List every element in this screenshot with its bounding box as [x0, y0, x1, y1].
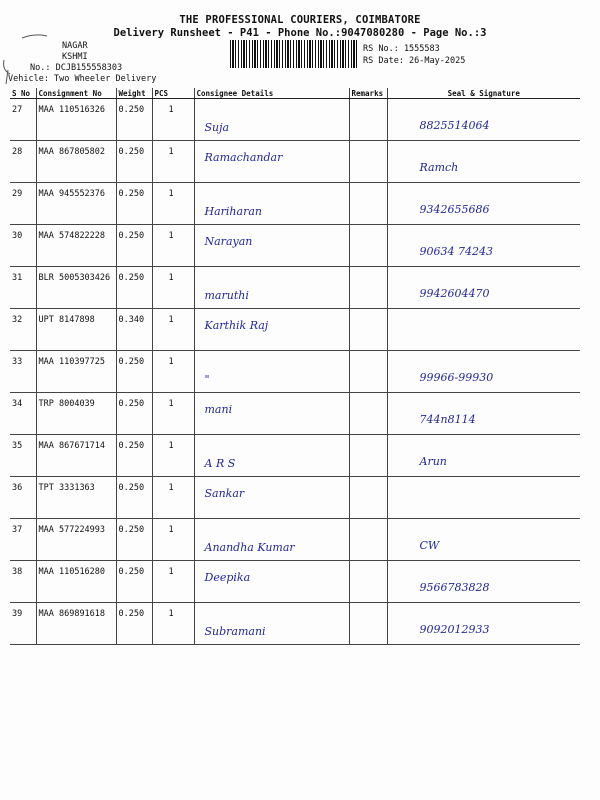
- row-signature: [387, 309, 580, 351]
- area-name-1: NAGAR: [62, 41, 88, 51]
- table-header-row: [10, 88, 580, 99]
- row-consignment-no: TPT 3331363: [36, 477, 116, 519]
- row-pcs: 1: [152, 225, 194, 267]
- row-consignee: Ramachandar: [194, 141, 349, 183]
- row-consignment-no: MAA 945552376: [36, 183, 116, 225]
- col-remarks: Remarks: [349, 88, 387, 99]
- row-consignee: Anandha Kumar: [194, 519, 349, 561]
- row-consignee: Subramani: [194, 603, 349, 645]
- table-row: [10, 99, 580, 141]
- row-weight: 0.250: [116, 99, 152, 141]
- row-signature: [387, 477, 580, 519]
- row-sno: 37: [10, 519, 36, 561]
- row-consignment-no: TRP 8004039: [36, 393, 116, 435]
- row-signature: 99966-99930: [387, 351, 580, 393]
- row-pcs: 1: [152, 603, 194, 645]
- row-consignee: Karthik Raj: [194, 309, 349, 351]
- row-consignment-no: MAA 867671714: [36, 435, 116, 477]
- row-consignee: Deepika: [194, 561, 349, 603]
- row-signature: Arun: [387, 435, 580, 477]
- col-sno: S No: [10, 88, 36, 99]
- barcode: [230, 40, 358, 68]
- table-row: [10, 309, 580, 351]
- table-row: [10, 603, 580, 645]
- col-consignment: Consignment No: [36, 88, 116, 99]
- row-consignee: mani: [194, 393, 349, 435]
- row-remarks: [349, 99, 387, 141]
- table-row: [10, 183, 580, 225]
- table-row: [10, 477, 580, 519]
- row-consignee: Hariharan: [194, 183, 349, 225]
- row-weight: 0.340: [116, 309, 152, 351]
- rs-date: RS Date: 26-May-2025: [363, 56, 466, 66]
- row-remarks: [349, 603, 387, 645]
- col-signature: Seal & Signature: [387, 88, 580, 99]
- row-pcs: 1: [152, 477, 194, 519]
- row-consignee: Narayan: [194, 225, 349, 267]
- table-row: [10, 435, 580, 477]
- row-sno: 38: [10, 561, 36, 603]
- row-weight: 0.250: [116, 393, 152, 435]
- row-weight: 0.250: [116, 603, 152, 645]
- row-remarks: [349, 561, 387, 603]
- runsheet-table: [10, 88, 580, 645]
- table-row: [10, 519, 580, 561]
- row-remarks: [349, 351, 387, 393]
- row-pcs: 1: [152, 519, 194, 561]
- row-sno: 32: [10, 309, 36, 351]
- row-remarks: [349, 267, 387, 309]
- row-weight: 0.250: [116, 183, 152, 225]
- row-signature: 9942604470: [387, 267, 580, 309]
- row-consignee: ": [194, 351, 349, 393]
- row-consignee: A R S: [194, 435, 349, 477]
- table-row: [10, 351, 580, 393]
- row-remarks: [349, 477, 387, 519]
- row-signature: 90634 74243: [387, 225, 580, 267]
- row-consignee: maruthi: [194, 267, 349, 309]
- row-remarks: [349, 393, 387, 435]
- row-sno: 36: [10, 477, 36, 519]
- row-signature: 9566783828: [387, 561, 580, 603]
- col-pcs: PCS: [152, 88, 194, 99]
- row-sno: 31: [10, 267, 36, 309]
- row-weight: 0.250: [116, 141, 152, 183]
- document-number: No.: DCJB155558303: [30, 63, 123, 73]
- col-weight: Weight: [116, 88, 152, 99]
- row-pcs: 1: [152, 309, 194, 351]
- row-pcs: 1: [152, 561, 194, 603]
- row-sno: 33: [10, 351, 36, 393]
- row-pcs: 1: [152, 351, 194, 393]
- row-consignment-no: MAA 867805802: [36, 141, 116, 183]
- row-sno: 29: [10, 183, 36, 225]
- row-consignment-no: MAA 869891618: [36, 603, 116, 645]
- vehicle-type: Vehicle: Two Wheeler Delivery: [8, 74, 157, 84]
- row-weight: 0.250: [116, 519, 152, 561]
- row-weight: 0.250: [116, 435, 152, 477]
- row-sno: 28: [10, 141, 36, 183]
- row-remarks: [349, 141, 387, 183]
- row-signature: 9092012933: [387, 603, 580, 645]
- row-weight: 0.250: [116, 225, 152, 267]
- row-weight: 0.250: [116, 267, 152, 309]
- row-consignment-no: MAA 110516326: [36, 99, 116, 141]
- row-consignment-no: MAA 577224993: [36, 519, 116, 561]
- table-row: [10, 225, 580, 267]
- table-row: [10, 267, 580, 309]
- row-signature: CW: [387, 519, 580, 561]
- row-sno: 34: [10, 393, 36, 435]
- row-sno: 30: [10, 225, 36, 267]
- row-remarks: [349, 309, 387, 351]
- row-consignment-no: BLR 5005303426: [36, 267, 116, 309]
- row-sno: 27: [10, 99, 36, 141]
- row-consignment-no: MAA 574822228: [36, 225, 116, 267]
- row-pcs: 1: [152, 183, 194, 225]
- row-pcs: 1: [152, 393, 194, 435]
- row-pcs: 1: [152, 435, 194, 477]
- row-signature: 744n8114: [387, 393, 580, 435]
- row-signature: 9342655686: [387, 183, 580, 225]
- table-row: [10, 141, 580, 183]
- row-signature: Ramch: [387, 141, 580, 183]
- row-remarks: [349, 183, 387, 225]
- row-sno: 39: [10, 603, 36, 645]
- row-remarks: [349, 225, 387, 267]
- row-weight: 0.250: [116, 477, 152, 519]
- row-consignment-no: MAA 110397725: [36, 351, 116, 393]
- row-weight: 0.250: [116, 561, 152, 603]
- row-sno: 35: [10, 435, 36, 477]
- table-row: [10, 393, 580, 435]
- row-consignment-no: MAA 110516280: [36, 561, 116, 603]
- area-name-2: KSHMI: [62, 52, 88, 62]
- row-consignee: Sankar: [194, 477, 349, 519]
- row-pcs: 1: [152, 267, 194, 309]
- row-remarks: [349, 435, 387, 477]
- row-consignment-no: UPT 8147898: [36, 309, 116, 351]
- row-weight: 0.250: [116, 351, 152, 393]
- runsheet-title: Delivery Runsheet - P41 - Phone No.:9047080280 - Page No.:3: [113, 27, 487, 39]
- rs-number: RS No.: 1555583: [363, 44, 440, 54]
- table-row: [10, 561, 580, 603]
- row-signature: 8825514064: [387, 99, 580, 141]
- row-pcs: 1: [152, 99, 194, 141]
- row-consignee: Suja: [194, 99, 349, 141]
- row-remarks: [349, 519, 387, 561]
- row-pcs: 1: [152, 141, 194, 183]
- col-consignee: Consignee Details: [194, 88, 349, 99]
- company-title: THE PROFESSIONAL COURIERS, COIMBATORE: [179, 14, 421, 26]
